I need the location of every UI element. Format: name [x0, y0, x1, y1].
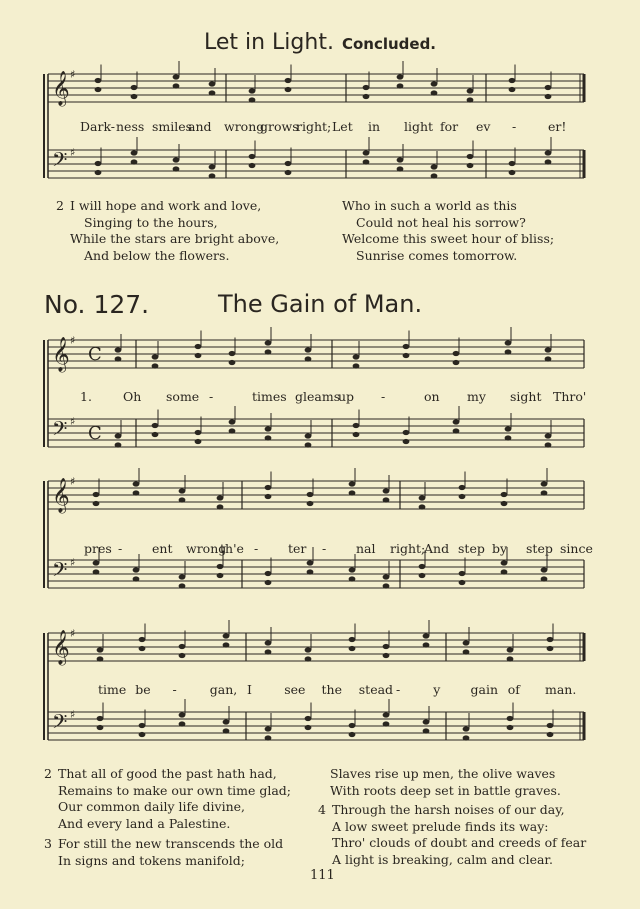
lyric-syllable: right; — [390, 541, 426, 556]
bass-clef-icon: 𝄢 — [52, 148, 68, 176]
note-head — [431, 81, 438, 86]
treble-clef-icon: 𝄞 — [52, 630, 70, 665]
common-time-icon: C — [88, 344, 102, 365]
note-head — [383, 712, 390, 717]
note-head — [467, 97, 474, 102]
note-head — [195, 353, 202, 358]
note-head — [507, 725, 514, 730]
note-head — [353, 423, 360, 428]
note-head — [133, 576, 140, 581]
lyric-syllable: since — [560, 541, 593, 556]
note-head — [115, 442, 122, 447]
note-head — [179, 721, 186, 726]
sharp-icon: ♯ — [70, 68, 76, 81]
note-head — [95, 78, 102, 83]
note-head — [285, 161, 292, 166]
sharp-icon: ♯ — [70, 708, 76, 721]
lyric-syllable: gan, — [209, 682, 238, 697]
note-head — [403, 439, 410, 444]
note-head — [463, 649, 470, 654]
note-head — [179, 574, 186, 579]
lyric-syllable: stead — [358, 682, 394, 697]
note-head — [139, 646, 146, 651]
lyric-syllable: pres — [84, 541, 112, 556]
lyric-syllable: light — [404, 119, 434, 134]
note-head — [349, 646, 356, 651]
note-head — [115, 356, 122, 361]
lyric-syllable: the — [321, 682, 342, 697]
lyric-syllable: - — [118, 541, 123, 556]
note-head — [139, 637, 146, 642]
note-head — [453, 428, 460, 433]
lyric-syllable: Let — [332, 119, 353, 134]
lyric-syllable: Dark- — [80, 119, 116, 134]
note-head — [459, 580, 466, 585]
lyric-syllable: nal — [356, 541, 376, 556]
note-head — [501, 560, 508, 565]
lyric-syllable: wrong — [186, 541, 227, 556]
note-head — [363, 150, 370, 155]
verse-line: And below the flowers. — [84, 247, 230, 263]
treble-clef-icon: 𝄞 — [52, 478, 70, 513]
note-head — [541, 490, 548, 495]
note-head — [131, 159, 138, 164]
note-head — [383, 653, 390, 658]
note-head — [453, 351, 460, 356]
note-head — [547, 723, 554, 728]
note-head — [463, 735, 470, 740]
lyric-syllable: th'e — [220, 541, 244, 556]
note-head — [195, 430, 202, 435]
verse-line: Welcome this sweet hour of bliss; — [342, 231, 555, 247]
note-head — [423, 719, 430, 724]
note-head — [397, 157, 404, 162]
note-head — [307, 492, 314, 497]
note-head — [93, 501, 100, 506]
lyric-syllable: Thro' — [553, 389, 587, 404]
lyric-syllable: ness — [116, 119, 145, 134]
note-head — [545, 347, 552, 352]
note-head — [397, 83, 404, 88]
note-head — [305, 656, 312, 661]
lyric-syllable: by — [492, 541, 508, 556]
note-head — [265, 426, 272, 431]
note-head — [249, 97, 256, 102]
note-head — [97, 656, 104, 661]
verse-line: I will hope and work and love, — [70, 198, 262, 213]
note-head — [431, 173, 438, 178]
note-head — [541, 481, 548, 486]
common-time-icon: C — [88, 423, 102, 444]
note-head — [265, 571, 272, 576]
note-head — [305, 647, 312, 652]
lyric-syllable: step — [526, 541, 553, 556]
note-head — [403, 353, 410, 358]
note-head — [133, 490, 140, 495]
verse-line: Sunrise comes tomorrow. — [356, 247, 518, 263]
lyric-syllable: some — [166, 389, 200, 404]
note-head — [509, 87, 516, 92]
note-head — [95, 161, 102, 166]
note-head — [349, 723, 356, 728]
note-head — [509, 170, 516, 175]
note-head — [383, 721, 390, 726]
hymn-title-gain-of-man: The Gain of Man. — [218, 290, 423, 318]
note-head — [349, 481, 356, 486]
lyric-syllable: man. — [545, 682, 577, 697]
note-head — [363, 85, 370, 90]
sharp-icon: ♯ — [70, 556, 76, 569]
lyric-syllable: ter — [288, 541, 307, 556]
note-head — [397, 166, 404, 171]
verse-line: Our common daily life divine, — [58, 799, 245, 815]
verse-number: 3 — [44, 836, 52, 851]
note-head — [305, 716, 312, 721]
note-head — [265, 726, 272, 731]
lyric-syllable: times — [252, 389, 287, 404]
note-head — [307, 560, 314, 565]
note-head — [305, 356, 312, 361]
note-head — [95, 170, 102, 175]
note-head — [152, 432, 159, 437]
note-head — [229, 351, 236, 356]
note-head — [265, 435, 272, 440]
note-head — [97, 716, 104, 721]
note-head — [453, 419, 460, 424]
note-head — [349, 732, 356, 737]
note-head — [249, 154, 256, 159]
note-head — [305, 347, 312, 352]
note-head — [307, 569, 314, 574]
verse-line: A low sweet prelude finds its way: — [332, 818, 549, 834]
lyric-syllable: and — [188, 119, 212, 134]
note-head — [131, 85, 138, 90]
note-head — [467, 163, 474, 168]
note-head — [547, 637, 554, 642]
lyric-syllable: smiles — [152, 119, 193, 134]
lyric-syllable: for — [440, 119, 459, 134]
note-head — [419, 495, 426, 500]
note-head — [97, 647, 104, 652]
lyric-syllable: right; — [296, 119, 332, 134]
note-head — [179, 644, 186, 649]
sharp-icon: ♯ — [70, 475, 76, 488]
verse-line: Slaves rise up men, the olive waves — [330, 766, 556, 781]
note-head — [419, 564, 426, 569]
note-head — [131, 94, 138, 99]
note-head — [217, 564, 224, 569]
verse-2-left — [56, 198, 279, 264]
note-head — [463, 640, 470, 645]
note-head — [453, 360, 460, 365]
note-head — [431, 164, 438, 169]
lyric-syllable: - — [209, 389, 214, 404]
verse-line: While the stars are bright above, — [70, 231, 280, 247]
note-head — [179, 497, 186, 502]
note-head — [353, 354, 360, 359]
note-head — [501, 569, 508, 574]
verse-line: That all of good the past hath had, — [58, 766, 277, 781]
lyric-syllable: time — [98, 682, 127, 697]
note-head — [419, 504, 426, 509]
note-head — [507, 716, 514, 721]
sharp-icon: ♯ — [70, 334, 76, 347]
note-head — [285, 87, 292, 92]
note-head — [507, 647, 514, 652]
lyric-syllable: up — [338, 389, 355, 404]
note-head — [249, 163, 256, 168]
note-head — [463, 726, 470, 731]
note-head — [547, 732, 554, 737]
note-head — [265, 485, 272, 490]
note-head — [223, 633, 230, 638]
note-head — [353, 432, 360, 437]
hymn-subtitle: Concluded. — [341, 35, 437, 53]
note-head — [383, 644, 390, 649]
note-head — [265, 340, 272, 345]
verse-line: Singing to the hours, — [84, 214, 218, 230]
note-head — [195, 344, 202, 349]
note-head — [217, 573, 224, 578]
note-head — [507, 656, 514, 661]
verse-2-continued — [318, 766, 561, 799]
verse-line: Thro' clouds of doubt and creeds of fear — [332, 835, 587, 851]
note-head — [459, 494, 466, 499]
note-head — [423, 642, 430, 647]
note-head — [541, 576, 548, 581]
note-head — [93, 569, 100, 574]
note-head — [265, 640, 272, 645]
note-head — [505, 349, 512, 354]
note-head — [195, 439, 202, 444]
verse-number: 2 — [56, 198, 64, 213]
note-head — [265, 349, 272, 354]
note-head — [173, 157, 180, 162]
note-head — [152, 423, 159, 428]
hymn-number: No. 127. — [44, 290, 150, 319]
lyric-syllable: I — [247, 682, 252, 697]
note-head — [133, 567, 140, 572]
verse-line: For still the new transcends the old — [58, 836, 284, 851]
verse-line: Who in such a world as this — [342, 198, 517, 213]
note-head — [545, 85, 552, 90]
note-head — [383, 583, 390, 588]
verse-line: In signs and tokens manifold; — [58, 852, 245, 868]
sharp-icon: ♯ — [70, 627, 76, 640]
note-head — [383, 497, 390, 502]
note-head — [505, 426, 512, 431]
bass-clef-icon: 𝄢 — [52, 710, 68, 738]
sharp-icon: ♯ — [70, 146, 76, 159]
note-head — [307, 501, 314, 506]
note-head — [545, 442, 552, 447]
note-head — [305, 442, 312, 447]
lyric-syllable: Oh — [123, 389, 142, 404]
note-head — [505, 340, 512, 345]
note-head — [265, 735, 272, 740]
note-head — [363, 159, 370, 164]
lyric-syllable: ev — [476, 119, 491, 134]
verse-line: Could not heal his sorrow? — [356, 214, 526, 230]
note-head — [349, 490, 356, 495]
note-head — [95, 87, 102, 92]
lyric-syllable: - — [172, 682, 177, 697]
note-head — [545, 433, 552, 438]
note-head — [467, 88, 474, 93]
note-head — [397, 74, 404, 79]
note-head — [229, 428, 236, 433]
note-head — [179, 488, 186, 493]
note-head — [209, 81, 216, 86]
lyric-syllable: grows — [260, 119, 299, 134]
lyric-syllable: y — [433, 682, 441, 697]
note-head — [173, 83, 180, 88]
note-head — [509, 161, 516, 166]
lyric-syllable: see — [284, 682, 306, 697]
note-head — [229, 419, 236, 424]
lyric-syllable: sight — [510, 389, 542, 404]
lyric-syllable: 1. — [80, 389, 92, 404]
lyric-syllable: - — [396, 682, 401, 697]
note-head — [179, 653, 186, 658]
note-head — [179, 712, 186, 717]
note-head — [265, 649, 272, 654]
note-head — [403, 344, 410, 349]
note-head — [501, 501, 508, 506]
note-head — [173, 74, 180, 79]
note-head — [139, 732, 146, 737]
verse-2-right — [342, 198, 554, 264]
note-head — [467, 154, 474, 159]
verse-number: 4 — [318, 802, 326, 817]
lyric-syllable: in — [368, 119, 381, 134]
note-head — [505, 435, 512, 440]
note-head — [305, 725, 312, 730]
note-head — [423, 728, 430, 733]
note-head — [545, 94, 552, 99]
note-head — [209, 164, 216, 169]
lyric-syllable: gleams — [295, 389, 341, 404]
note-head — [93, 560, 100, 565]
note-head — [217, 504, 224, 509]
verse-line: A light is breaking, calm and clear. — [332, 851, 554, 867]
note-head — [547, 646, 554, 651]
note-head — [265, 494, 272, 499]
note-head — [349, 637, 356, 642]
note-head — [285, 170, 292, 175]
note-head — [152, 354, 159, 359]
lyric-syllable: And — [424, 541, 450, 556]
bass-clef-icon: 𝄢 — [52, 558, 68, 586]
hymn-title: Let in Light. — [203, 30, 334, 55]
note-head — [217, 495, 224, 500]
note-head — [265, 580, 272, 585]
note-head — [139, 723, 146, 728]
lyric-syllable: my — [467, 389, 486, 404]
note-head — [501, 492, 508, 497]
lyric-syllable: on — [424, 389, 440, 404]
note-head — [209, 90, 216, 95]
lyric-syllable: er! — [548, 119, 567, 134]
note-head — [179, 583, 186, 588]
lyric-syllable: ent — [152, 541, 173, 556]
verse-3-gain — [44, 836, 283, 869]
treble-clef-icon: 𝄞 — [52, 337, 70, 372]
note-head — [223, 719, 230, 724]
note-head — [349, 576, 356, 581]
bass-clef-icon: 𝄢 — [52, 417, 68, 445]
note-head — [383, 488, 390, 493]
note-head — [285, 78, 292, 83]
note-head — [305, 433, 312, 438]
note-head — [403, 430, 410, 435]
note-head — [545, 150, 552, 155]
note-head — [545, 356, 552, 361]
note-head — [509, 78, 516, 83]
note-head — [363, 94, 370, 99]
verse-number: 2 — [44, 766, 52, 781]
note-head — [383, 574, 390, 579]
note-head — [97, 725, 104, 730]
lyric-syllable: step — [458, 541, 485, 556]
verse-4-gain — [318, 802, 586, 868]
lyric-syllable: - — [254, 541, 259, 556]
lyric-syllable: - — [381, 389, 386, 404]
verse-line: Remains to make our own time glad; — [58, 782, 292, 798]
note-head — [131, 150, 138, 155]
lyric-syllable: gain — [470, 682, 499, 697]
treble-clef-icon: 𝄞 — [52, 71, 70, 106]
note-head — [229, 360, 236, 365]
note-head — [115, 347, 122, 352]
note-head — [431, 90, 438, 95]
note-head — [249, 88, 256, 93]
lyric-syllable: of — [507, 682, 520, 697]
note-head — [115, 433, 122, 438]
note-head — [349, 567, 356, 572]
note-head — [223, 728, 230, 733]
note-head — [545, 159, 552, 164]
note-head — [223, 642, 230, 647]
sharp-icon: ♯ — [70, 415, 76, 428]
lyric-syllable: be — [135, 682, 151, 697]
verse-2-gain — [44, 766, 291, 832]
note-head — [209, 173, 216, 178]
note-head — [152, 363, 159, 368]
verse-line: Through the harsh noises of our day, — [332, 802, 565, 817]
lyric-syllable: wrong — [224, 119, 265, 134]
verse-line: And every land a Palestine. — [58, 815, 231, 831]
note-head — [133, 481, 140, 486]
page-number: 111 — [310, 868, 335, 883]
note-head — [423, 633, 430, 638]
note-head — [459, 571, 466, 576]
note-head — [93, 492, 100, 497]
note-head — [353, 363, 360, 368]
note-head — [541, 567, 548, 572]
note-head — [173, 166, 180, 171]
note-head — [419, 573, 426, 578]
lyric-syllable: - — [322, 541, 327, 556]
verse-line: With roots deep set in battle graves. — [330, 782, 561, 798]
note-head — [459, 485, 466, 490]
lyric-syllable: - — [512, 119, 517, 134]
